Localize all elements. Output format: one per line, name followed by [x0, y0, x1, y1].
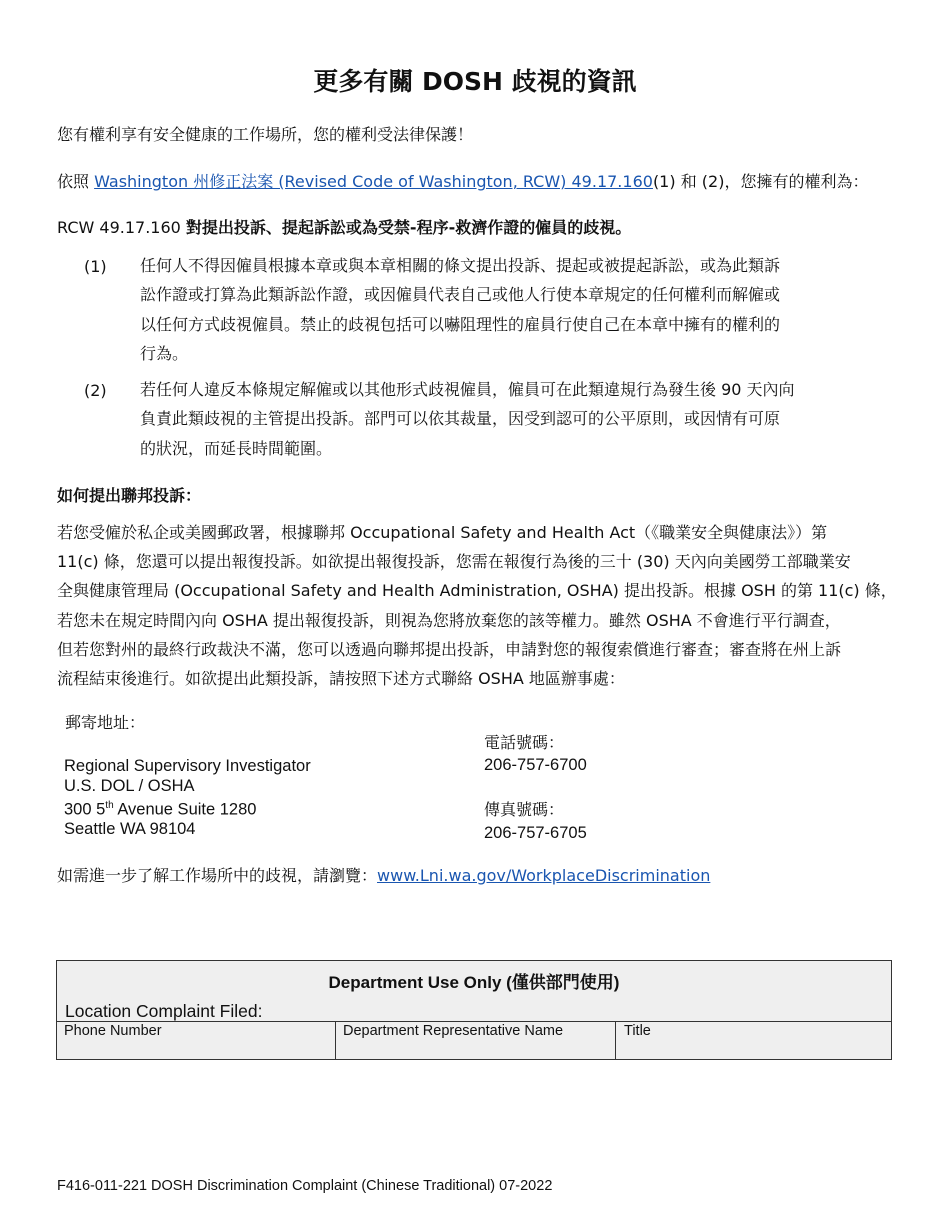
- item-1-line: 行為。: [140, 343, 189, 363]
- mailing-address: [64, 757, 311, 840]
- item-1-number: (1): [84, 257, 107, 276]
- workplace-discrimination-link[interactable]: www.Lni.wa.gov/WorkplaceDiscrimination: [377, 866, 711, 885]
- item-2-line: 負責此類歧視的主管提出投訴。部門可以依其裁量，因受到認可的公平原則，或因情有可原: [140, 409, 781, 429]
- federal-line: 11(c) 條，您還可以提出報復投訴。如欲提出報復投訴，您需在報復行為後的三十 (30) 天內向美國勞工部職業安: [57, 552, 851, 572]
- column-divider: [615, 1021, 616, 1059]
- rights-prefix: 依照: [57, 172, 95, 191]
- federal-line: 但若您對州的最終行政裁決不滿，您可以透過向聯邦提出投訴，申請對您的報復索償進行審查；審查將在州上訴: [57, 639, 842, 659]
- location-complaint-label: Location Complaint Filed:: [65, 1001, 263, 1021]
- mail-label: 郵寄地址：: [65, 713, 146, 732]
- federal-line: 流程結束後進行。如欲提出此類投訴，請按照下述方式聯絡 OSHA 地區辦事處：: [57, 669, 625, 689]
- rcw-code: RCW 49.17.160: [57, 218, 186, 237]
- address-line: Seattle WA 98104: [64, 820, 196, 838]
- intro-text: 您有權利享有安全健康的工作場所，您的權利受法律保護！: [57, 125, 474, 144]
- phone-label: 電話號碼：: [484, 733, 565, 752]
- address-line: U.S. DOL / OSHA: [64, 776, 195, 795]
- item-1-line: 訟作證或打算為此類訴訟作證，或因僱員代表自己或他人行使本章規定的任何權利而解僱或: [140, 285, 781, 305]
- rcw-link[interactable]: Washington 州修正法案 (Revised Code of Washington, RCW) 49.17.160: [94, 172, 653, 191]
- item-2-line: 的狀況，而延長時間範圍。: [140, 438, 333, 458]
- item-1-line: 任何人不得因僱員根據本章或與本章相關的條文提出投訴、提起或被提起訴訟，或為此類訴: [140, 256, 781, 275]
- more-info-line: [57, 867, 710, 885]
- phone-number-field[interactable]: Phone Number: [64, 1023, 162, 1039]
- address-line: [64, 796, 311, 820]
- item-1-line: 以任何方式歧視僱員。禁止的歧視包括可以嚇阻理性的雇員行使自己在本章中擁有的權利的: [140, 314, 781, 334]
- page-title: 更多有關 DOSH 歧視的資訊: [313, 67, 637, 96]
- item-2-number: (2): [84, 381, 107, 400]
- department-representative-field[interactable]: Department Representative Name: [343, 1023, 564, 1039]
- address-street: Avenue Suite 1280: [113, 800, 257, 819]
- more-info-text: 如需進一步了解工作場所中的歧視，請瀏覽：: [57, 866, 378, 885]
- rcw-heading-text: 對提出投訴、提起訴訟或為受禁-程序-救濟作證的僱員的歧視。: [185, 218, 632, 237]
- item-2-line: 若任何人違反本條規定解僱或以其他形式歧視僱員，僱員可在此類違規行為發生後 90 天內向: [140, 380, 795, 399]
- address-street-number: 300 5: [64, 800, 106, 819]
- item-2-text: [140, 375, 840, 463]
- federal-line: 若您受僱於私企或美國郵政署，根據聯邦 Occupational Safety and Health Act（《職業安全與健康法》）第: [57, 523, 828, 542]
- address-line: Regional Supervisory Investigator: [64, 757, 311, 775]
- phone-number: 206-757-6700: [484, 756, 587, 774]
- federal-paragraph: [57, 518, 902, 693]
- federal-line: 若您未在規定時間內向 OSHA 提出報復投訴，則視為您將放棄您的該等權力。雖然 OSHA 不會進行平行調查，: [57, 610, 841, 630]
- federal-line: 全與健康管理局 (Occupational Safety and Health Administration, OSHA) 提出投訴。根據 OSH 的第 11(c) 條，: [57, 581, 897, 601]
- fax-number: 206-757-6705: [484, 824, 587, 842]
- department-use-heading: Department Use Only (僅供部門使用): [328, 973, 620, 992]
- item-1-text: [140, 251, 840, 368]
- federal-heading: 如何提出聯邦投訴：: [57, 486, 202, 505]
- rcw-heading: [57, 219, 631, 237]
- department-use-table: [56, 960, 892, 1060]
- form-footer: F416-011-221 DOSH Discrimination Complaint (Chinese Traditional) 07-2022: [57, 1178, 553, 1194]
- title-field[interactable]: Title: [624, 1023, 651, 1039]
- column-divider: [335, 1021, 336, 1059]
- fax-label: 傳真號碼：: [484, 800, 565, 819]
- address-ordinal: th: [105, 800, 114, 811]
- rights-line: [57, 173, 868, 191]
- table-divider: [57, 1021, 891, 1022]
- rights-suffix: (1) 和 (2)，您擁有的權利為：: [652, 172, 869, 191]
